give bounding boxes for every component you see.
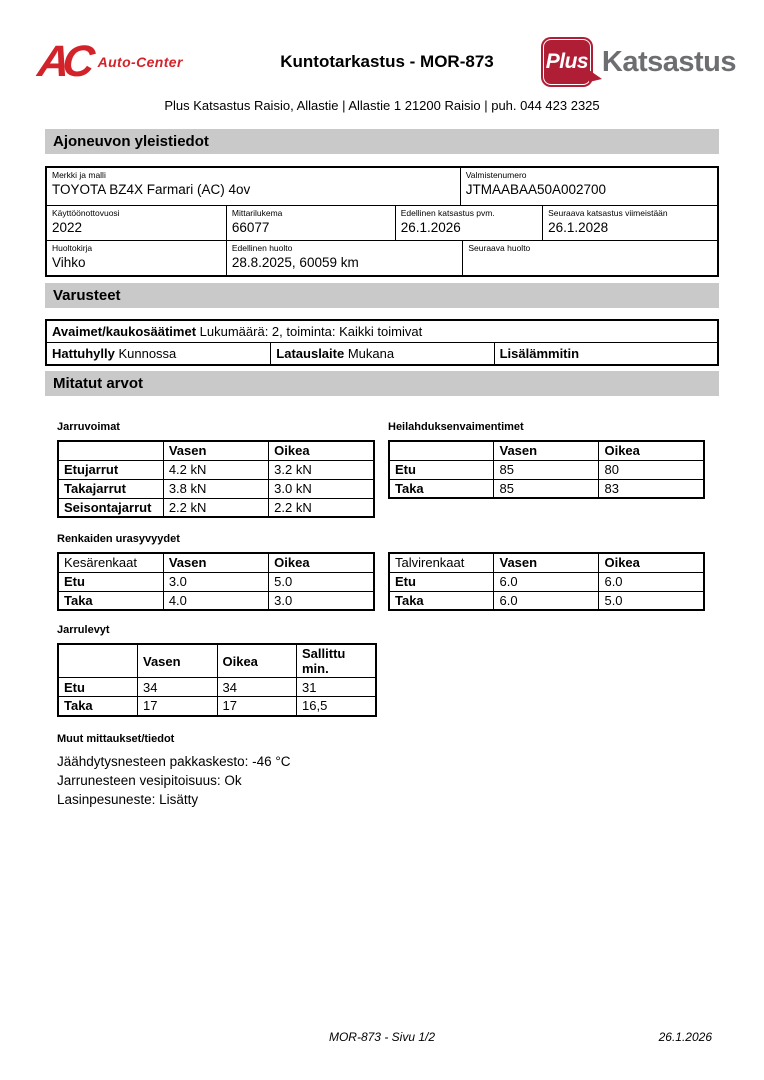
table-row bbox=[389, 479, 704, 498]
cell-value: 31 bbox=[297, 678, 377, 697]
field-value: 26.1.2028 bbox=[548, 220, 609, 235]
cell-value: 4.0 bbox=[163, 591, 268, 610]
brake-discs-table bbox=[57, 643, 377, 717]
header-cell bbox=[58, 644, 138, 678]
equipment-label: Hattuhylly bbox=[52, 346, 115, 361]
table-header-row bbox=[389, 553, 704, 572]
row-label: Taka bbox=[58, 591, 163, 610]
header-cell: Sallittu min. bbox=[297, 644, 377, 678]
equipment-hattuhylly bbox=[47, 343, 270, 364]
tyre-depth-title: Renkaiden urasyvyydet bbox=[57, 533, 180, 545]
equipment-value: Lukumäärä: 2, toiminta: Kaikki toimivat bbox=[199, 324, 423, 339]
field-next-service bbox=[462, 241, 717, 275]
cell-value: 80 bbox=[599, 460, 704, 479]
footer-date: 26.1.2026 bbox=[658, 1030, 712, 1044]
cell-value: 6.0 bbox=[599, 572, 704, 591]
equipment-table bbox=[45, 319, 719, 366]
field-label: Seuraava katsastus viimeistään bbox=[548, 208, 668, 218]
header-cell bbox=[389, 441, 494, 460]
auto-center-monogram-icon: AC bbox=[35, 37, 91, 87]
cell-value: 5.0 bbox=[269, 572, 374, 591]
header-cell: Vasen bbox=[494, 441, 599, 460]
table-row bbox=[389, 591, 704, 610]
brake-discs-title-row bbox=[45, 624, 719, 636]
header-cell: Vasen bbox=[494, 553, 599, 572]
section-header-measurements: Mitatut arvot bbox=[45, 371, 719, 396]
field-value bbox=[468, 254, 712, 272]
cell-value: 3.2 kN bbox=[269, 460, 374, 479]
auto-center-logo bbox=[35, 37, 233, 87]
cell-value: 16,5 bbox=[297, 697, 377, 716]
header-cell: Oikea bbox=[269, 441, 374, 460]
row-label: Taka bbox=[58, 697, 138, 716]
table-row bbox=[58, 479, 374, 498]
footer-page-number: MOR-873 - Sivu 1/2 bbox=[328, 1030, 436, 1044]
table-row bbox=[58, 460, 374, 479]
field-label: Edellinen huolto bbox=[231, 243, 293, 253]
shock-absorbers-title: Heilahduksenvaimentimet bbox=[388, 421, 524, 433]
header-cell: Oikea bbox=[217, 644, 297, 678]
auto-center-logo-text: Auto-Center bbox=[97, 54, 183, 70]
misc-line-brake-fluid: Jarrunesteen vesipitoisuus: Ok bbox=[57, 772, 242, 788]
misc-measurements-title: Muut mittaukset/tiedot bbox=[57, 732, 175, 745]
cell-value: 34 bbox=[138, 678, 218, 697]
field-value: 2022 bbox=[52, 220, 83, 235]
cell-value: 5.0 bbox=[599, 591, 704, 610]
cell-value: 34 bbox=[217, 678, 297, 697]
table-row bbox=[58, 498, 374, 517]
table-header-row bbox=[389, 441, 704, 460]
header-cell bbox=[58, 441, 163, 460]
plus-katsastus-logo bbox=[541, 37, 736, 87]
brake-forces-table bbox=[57, 440, 375, 518]
cell-value: 3.8 kN bbox=[163, 479, 268, 498]
table-row bbox=[58, 697, 376, 716]
field-label: Valmistenumero bbox=[465, 170, 527, 180]
vehicle-info-table bbox=[45, 166, 719, 277]
equipment-label: Lisälämmitin bbox=[499, 346, 580, 361]
field-label: Käyttöönottovuosi bbox=[52, 208, 120, 218]
table-row bbox=[47, 240, 717, 275]
table-row bbox=[58, 678, 376, 697]
field-vin bbox=[460, 168, 717, 205]
misc-line-washer-fluid: Lasinpesuneste: Lisätty bbox=[57, 791, 199, 807]
cell-value: 3.0 kN bbox=[269, 479, 374, 498]
cell-value: 4.2 kN bbox=[163, 460, 268, 479]
table-row bbox=[389, 460, 704, 479]
header-cell: Vasen bbox=[163, 553, 268, 572]
measure-tables-row bbox=[45, 440, 719, 518]
row-label: Taka bbox=[389, 479, 494, 498]
plus-badge-text: Plus bbox=[545, 50, 589, 73]
cell-value: 2.2 kN bbox=[269, 498, 374, 517]
row-label: Etu bbox=[58, 678, 138, 697]
equipment-value: Kunnossa bbox=[118, 346, 177, 361]
table-row bbox=[389, 572, 704, 591]
header-cell: Vasen bbox=[163, 441, 268, 460]
row-label: Seisontajarrut bbox=[58, 498, 163, 517]
table-header-row bbox=[58, 644, 376, 678]
row-label: Etu bbox=[58, 572, 163, 591]
field-service-book bbox=[47, 241, 226, 275]
page-title: Kuntotarkastus - MOR-873 bbox=[280, 52, 494, 71]
field-last-inspection bbox=[395, 206, 542, 240]
misc-line-coolant: Jäähdytysnesteen pakkaskesto: -46 °C bbox=[57, 753, 291, 769]
table-row bbox=[47, 342, 717, 364]
field-next-inspection bbox=[542, 206, 717, 240]
cell-value: 3.0 bbox=[269, 591, 374, 610]
equipment-value: Mukana bbox=[347, 346, 395, 361]
header-cell: Oikea bbox=[599, 441, 704, 460]
equipment-keys bbox=[47, 321, 717, 342]
cell-value: 6.0 bbox=[494, 591, 599, 610]
cell-value: 17 bbox=[138, 697, 218, 716]
cell-value: 3.0 bbox=[163, 572, 268, 591]
equipment-lisalammitin bbox=[494, 343, 717, 364]
tyre-depth-title-row bbox=[45, 533, 719, 545]
page-footer bbox=[0, 1030, 764, 1044]
header-cell: Vasen bbox=[138, 644, 218, 678]
brake-discs-row bbox=[45, 643, 719, 717]
header-cell: Kesärenkaat bbox=[58, 553, 163, 572]
table-row bbox=[58, 572, 374, 591]
cell-value: 17 bbox=[217, 697, 297, 716]
katsastus-logo-text: Katsastus bbox=[601, 45, 736, 78]
measure-titles-row bbox=[45, 421, 719, 433]
header-cell: Oikea bbox=[269, 553, 374, 572]
cell-value: 2.2 kN bbox=[163, 498, 268, 517]
cell-value: 85 bbox=[494, 479, 599, 498]
field-value: 28.8.2025, 60059 km bbox=[231, 255, 359, 270]
field-label: Mittarilukema bbox=[231, 208, 283, 218]
table-row bbox=[47, 168, 717, 205]
table-row bbox=[47, 205, 717, 240]
field-odometer bbox=[226, 206, 395, 240]
equipment-label: Latauslaite bbox=[276, 346, 345, 361]
winter-tyres-table bbox=[388, 552, 705, 611]
tyre-tables-row bbox=[45, 552, 719, 611]
brake-forces-title: Jarruvoimat bbox=[57, 421, 120, 433]
field-value: TOYOTA BZ4X Farmari (AC) 4ov bbox=[52, 182, 251, 197]
field-make-model bbox=[47, 168, 460, 205]
section-header-equipment: Varusteet bbox=[45, 283, 719, 308]
field-value: 26.1.2026 bbox=[400, 220, 461, 235]
field-value: JTMAABAA50A002700 bbox=[465, 182, 607, 197]
row-label: Takajarrut bbox=[58, 479, 163, 498]
shock-absorbers-table bbox=[388, 440, 705, 499]
equipment-latauslaite bbox=[270, 343, 493, 364]
field-label: Huoltokirja bbox=[52, 243, 93, 253]
brake-discs-title: Jarrulevyt bbox=[57, 624, 110, 636]
field-value: Vihko bbox=[52, 255, 86, 270]
row-label: Taka bbox=[389, 591, 494, 610]
cell-value: 6.0 bbox=[494, 572, 599, 591]
cell-value: 85 bbox=[494, 460, 599, 479]
field-label: Seuraava huolto bbox=[468, 243, 531, 253]
row-label: Etu bbox=[389, 572, 494, 591]
document-header bbox=[0, 0, 764, 92]
document-body bbox=[45, 129, 719, 809]
row-label: Etujarrut bbox=[58, 460, 163, 479]
field-last-service bbox=[226, 241, 463, 275]
cell-value: 83 bbox=[599, 479, 704, 498]
field-label: Edellinen katsastus pvm. bbox=[400, 208, 495, 218]
section-header-general: Ajoneuvon yleistiedot bbox=[45, 129, 719, 154]
header-cell: Talvirenkaat bbox=[389, 553, 494, 572]
table-header-row bbox=[58, 553, 374, 572]
field-first-use-year bbox=[47, 206, 226, 240]
table-row bbox=[58, 591, 374, 610]
field-label: Merkki ja malli bbox=[52, 170, 106, 180]
station-address: Plus Katsastus Raisio, Allastie | Allastie 1 21200 Raisio | puh. 044 423 2325 bbox=[164, 98, 600, 113]
field-value: 66077 bbox=[231, 220, 270, 235]
misc-measurements-lines bbox=[45, 752, 719, 809]
plus-badge-icon bbox=[541, 37, 593, 87]
table-row bbox=[47, 321, 717, 342]
summer-tyres-table bbox=[57, 552, 375, 611]
header-cell: Oikea bbox=[599, 553, 704, 572]
table-header-row bbox=[58, 441, 374, 460]
row-label: Etu bbox=[389, 460, 494, 479]
equipment-label: Avaimet/kaukosäätimet bbox=[52, 324, 197, 339]
